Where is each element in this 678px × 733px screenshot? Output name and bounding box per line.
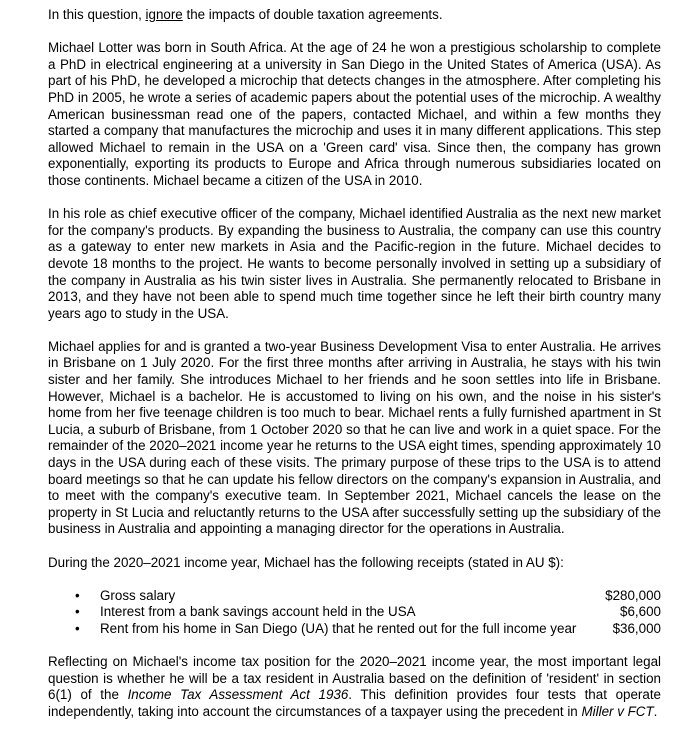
receipt-label: Gross salary (100, 587, 176, 603)
case-name-italic: Miller v FCT (581, 703, 654, 719)
closing-segment: Reflecting on Michael's income tax position for the 2020–2021 income year, the most important legal question is whether he will be a tax resident in Australia based on the definition of 'resident' in section 6(1) of the (48, 654, 661, 703)
visa-paragraph: Michael applies for and is granted a two-year Business Development Visa to enter Australia. He arrives in Brisbane on 1 July 2020. For the first three months after arriving in Australia, he stays with his twin sister and her family. She introduces Michael to her friends and he soon settles into life in Brisbane. However, Michael is a bachelor. He is accustomed to living on his own, and the noise in his sister's home from her five teenage children is too much to bear. Michael rents a fully furnished apartment in St Lucia, a suburb of Brisbane, from 1 October 2020 so that he can live and work in a quiet space. For the remainder of the 2020–2021 income year he returns to the USA eight times, spending approximately 10 days in the USA during each of these visits. The primary purpose of these trips to the USA is to attend board meetings so that he can update his fellow directors on the company's expansion in Australia, and to meet with the company's executive team. In September 2021, Michael cancels the lease on the property in St Lucia and reluctantly returns to the USA after successfully setting up the subsidiary of the business in Australia and appointing a managing director for the operations in Australia. (48, 338, 661, 537)
bullet-icon: • (75, 620, 80, 636)
intro-paragraph (48, 7, 661, 24)
closing-segment: . (653, 703, 658, 719)
receipt-label: Rent from his home in San Diego (UA) that he rented out for the full income year (100, 620, 577, 636)
receipts-intro-paragraph: During the 2020–2021 income year, Michael has the following receipts (stated in AU $): (48, 554, 564, 570)
intro-segment: the impacts of double taxation agreements. (182, 7, 443, 22)
receipts-list (48, 588, 661, 638)
expansion-paragraph: In his role as chief executive officer of the company, Michael identified Australia as the next new market for the company's products. By expanding the business to Australia, the company can use this country as a gateway to enter new markets in Asia and the Pacific-region in the future. Michael decides to devote 18 months to the project. He wants to become personally involved in setting up a subsidiary of the company in Australia as his twin sister lives in Australia. She permanently relocated to Brisbane in 2013, and they have not been able to spend much time together since he left their birth country many years ago to study in the USA. (48, 206, 661, 321)
intro-underlined-word: ignore (145, 7, 183, 22)
list-item (48, 621, 661, 638)
bullet-icon: • (75, 604, 80, 620)
list-item (48, 588, 661, 605)
list-item (48, 604, 661, 621)
closing-paragraph (48, 654, 661, 720)
receipt-amount: $280,000 (605, 587, 661, 603)
bullet-icon: • (75, 587, 80, 603)
background-paragraph: Michael Lotter was born in South Africa. At the age of 24 he won a prestigious scholarship to complete a PhD in electrical engineering at a university in San Diego in the United States of America (USA). As part of his PhD, he developed a microchip that detects changes in the atmosphere. After completing his PhD in 2005, he wrote a series of academic papers about the potential uses of the microchip. A wealthy American businessman read one of the papers, contacted Michael, and within a few months they started a company that manufactures the microchip and uses it in many different applications. This step allowed Michael to remain in the USA on a 'Green card' visa. Since then, the company has grown exponentially, exporting its products to Europe and Africa through numerous subsidiaries located on those continents. Michael became a citizen of the USA in 2010. (48, 40, 661, 188)
closing-segment: . This definition provides four tests that operate independently, taking into account the circumstances of a taxpayer using the precedent in (48, 687, 661, 719)
intro-segment: In this question, (48, 7, 146, 22)
receipt-amount: $6,600 (620, 604, 661, 620)
statute-name-italic: Income Tax Assessment Act 1936 (127, 687, 349, 703)
receipt-label: Interest from a bank savings account held in the USA (100, 604, 416, 620)
receipt-amount: $36,000 (612, 620, 661, 636)
